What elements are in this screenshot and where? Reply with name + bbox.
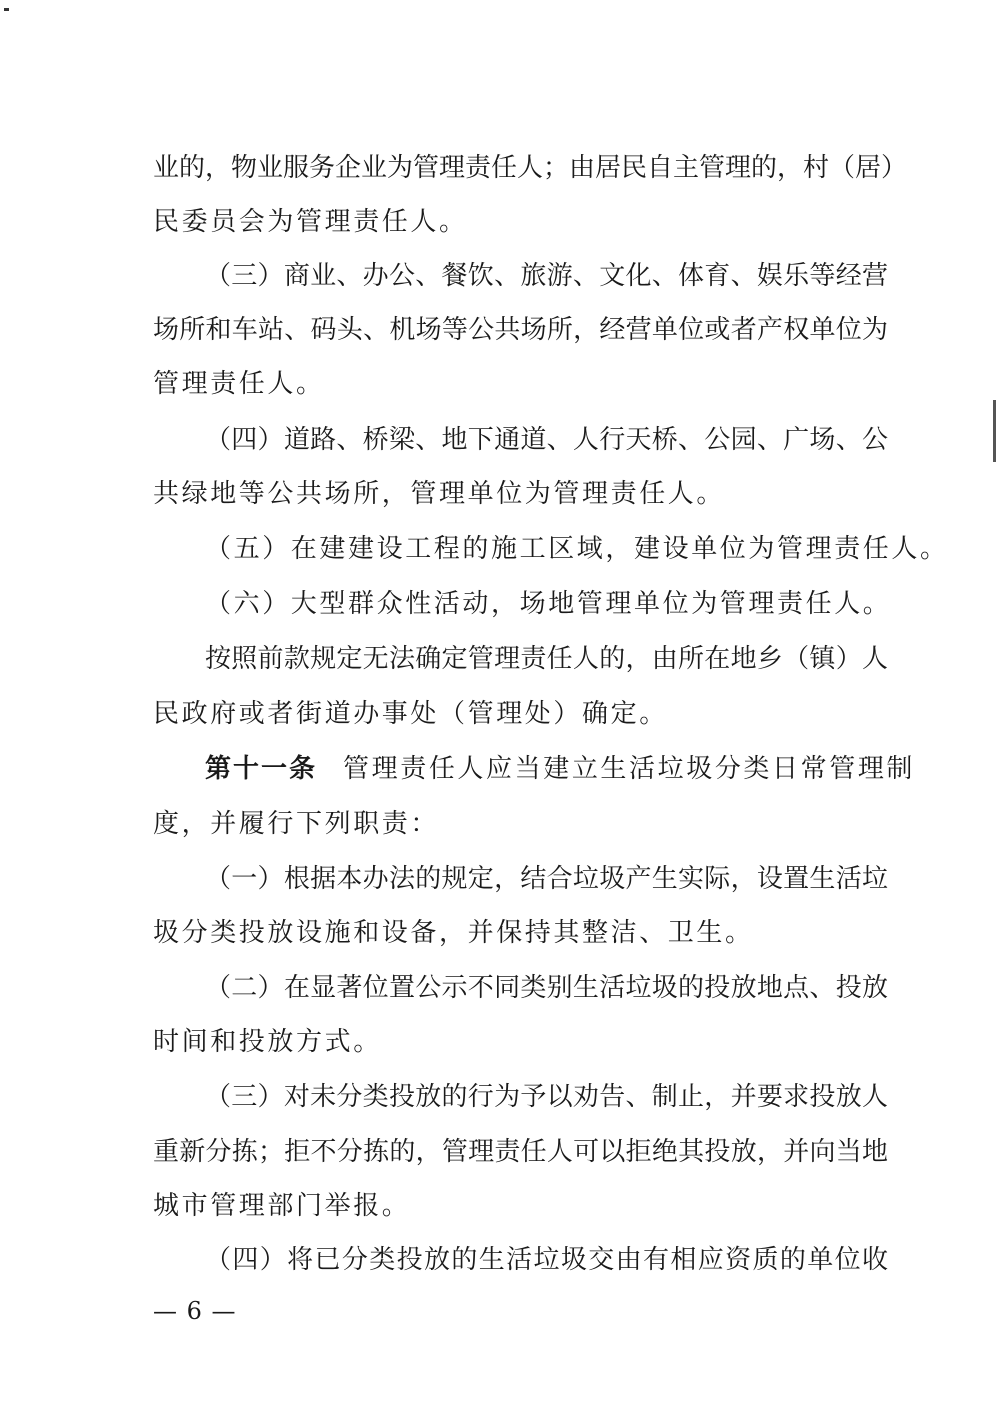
scan-mark — [993, 400, 996, 462]
text-line: （一）根据本办法的规定，结合垃圾产生实际，设置生活垃 — [205, 864, 888, 894]
text-line: 圾分类投放设施和设备，并保持其整洁、卫生。 — [153, 918, 754, 948]
article-heading: 第十一条 — [205, 754, 318, 784]
article-text: 管理责任人应当建立生活垃圾分类日常管理制 — [343, 754, 916, 784]
text-line: 按照前款规定无法确定管理责任人的，由所在地乡（镇）人 — [205, 644, 888, 674]
text-line: （四）将已分类投放的生活垃圾交由有相应资质的单位收 — [205, 1245, 888, 1275]
text-line: （二）在显著位置公示不同类别生活垃圾的投放地点、投放 — [205, 973, 888, 1003]
text-line: （三）商业、办公、餐饮、旅游、文化、体育、娱乐等经营 — [205, 261, 888, 291]
text-line: 城市管理部门举报。 — [153, 1191, 411, 1221]
text-line: （五）在建建设工程的施工区域，建设单位为管理责任人。 — [205, 534, 949, 564]
text-line: 民政府或者街道办事处（管理处）确定。 — [153, 699, 668, 729]
text-line: 共绿地等公共场所，管理单位为管理责任人。 — [153, 479, 726, 509]
text-line: 场所和车站、码头、机场等公共场所，经营单位或者产权单位为 — [153, 315, 888, 345]
text-line: 时间和投放方式。 — [153, 1027, 382, 1057]
text-line: 重新分拣；拒不分拣的，管理责任人可以拒绝其投放，并向当地 — [153, 1137, 888, 1167]
text-line: （三）对未分类投放的行为予以劝告、制止，并要求投放人 — [205, 1082, 888, 1112]
text-line: 度，并履行下列职责： — [153, 809, 440, 839]
text-line: 管理责任人。 — [153, 369, 325, 399]
scan-mark — [4, 8, 9, 11]
text-line: 民委员会为管理责任人。 — [153, 207, 468, 237]
text-line: （六）大型群众性活动，场地管理单位为管理责任人。 — [205, 589, 892, 619]
article-line — [205, 752, 916, 786]
page-number: — 6 — — [153, 1297, 237, 1325]
text-line: （四）道路、桥梁、地下通道、人行天桥、公园、广场、公 — [205, 425, 888, 455]
text-line: 业的，物业服务企业为管理责任人；由居民自主管理的，村（居） — [153, 153, 908, 183]
